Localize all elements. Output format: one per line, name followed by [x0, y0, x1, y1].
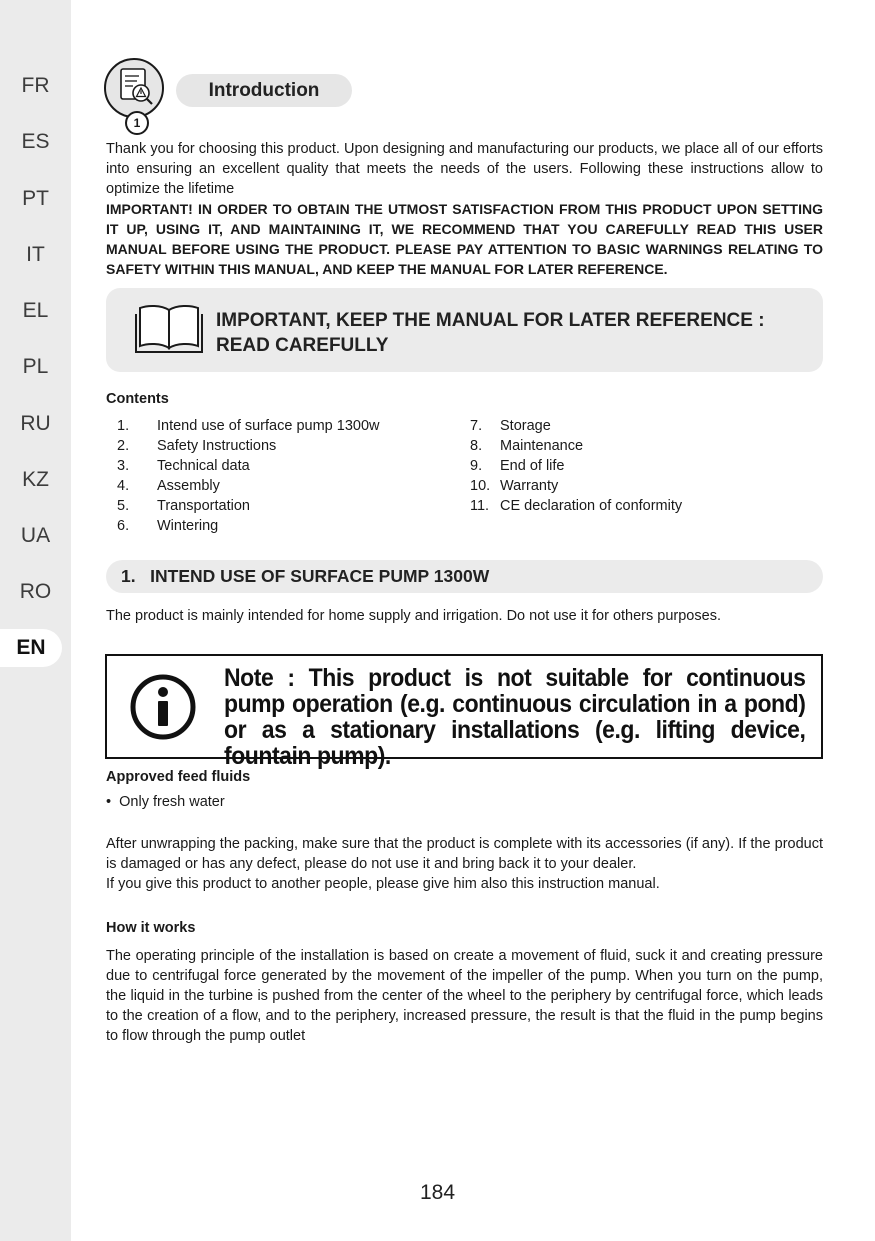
toc-item[interactable]: 11. CE declaration of conformity — [470, 498, 683, 514]
lang-tab-ru[interactable]: RU — [20, 412, 51, 435]
how-it-works-title: How it works — [106, 920, 196, 936]
toc-item[interactable]: 1. Intend use of surface pump 1300w — [117, 418, 380, 434]
lang-tab-es[interactable]: ES — [21, 130, 50, 153]
toc-item[interactable]: 3. Technical data — [117, 458, 250, 474]
toc-item[interactable]: 9. End of life — [470, 458, 565, 474]
lang-tab-kz[interactable]: KZ — [22, 468, 49, 491]
approved-fluids-title: Approved feed fluids — [106, 769, 251, 785]
lang-tab-pt[interactable]: PT — [22, 187, 49, 210]
toc-item[interactable]: 7. Storage — [470, 418, 551, 434]
lang-tab-pl[interactable]: PL — [22, 355, 49, 378]
note-box — [105, 654, 823, 770]
toc-item[interactable]: 10. Warranty — [470, 478, 559, 494]
lang-tab-ro[interactable]: RO — [19, 580, 52, 603]
important-paragraph: IMPORTANT! IN ORDER TO OBTAIN THE UTMOST SATISFACTION FROM THIS PRODUCT UPON SETTING IT UP, USING IT, AND MAINTAINING IT, WE RECOMMEND THAT YOU CAREFULLY READ THIS USER MANUAL BEFORE USING THE PRODUCT. PLEASE PAY ATTENTION TO BASIC WARNINGS RELATING TO SAFETY WITHIN THIS MANUAL, AND KEEP THE MANUAL FOR LATER REFERENCE. — [106, 201, 823, 277]
section-badge: 1 — [125, 111, 149, 135]
intro-heading: Introduction — [176, 74, 352, 107]
approved-fluid-item: • Only fresh water — [106, 794, 225, 810]
contents-list-left — [117, 416, 379, 536]
toc-item[interactable]: 4. Assembly — [117, 478, 220, 494]
lang-tab-el[interactable]: EL — [22, 299, 49, 322]
note-text: Note : This product is not suitable for continuous pump operation (e.g. continuous circulation in a pond) or as a stationary installations (e.g. lifting device, fountain pump). — [224, 664, 806, 770]
lang-tab-ua[interactable]: UA — [20, 524, 51, 547]
manual-reference-text: IMPORTANT, KEEP THE MANUAL FOR LATER REFERENCE : READ CAREFULLY — [216, 310, 765, 356]
section-1-heading-bar — [106, 560, 823, 593]
toc-item[interactable]: 2. Safety Instructions — [117, 438, 277, 454]
how-it-works-paragraph: The operating principle of the installation is based on create a movement of fluid, suck it and creating pressure due to centrifugal force generated by the movement of the impeller of the pump. When you turn on the pump, the liquid in the turbine is pushed from the center of the wheel to the periphery by centrifugal force, which leads to the creation of a flow, and to the periphery, increased pressure, the result is that the fluid in the pump begins to flow through the pump outlet — [106, 948, 823, 1044]
lang-tab-it[interactable]: IT — [26, 243, 45, 266]
lang-tab-en-active[interactable]: EN — [0, 629, 62, 667]
unwrap-paragraph: After unwrapping the packing, make sure that the product is complete with its accessories (if any). If the product is damaged or has any defect, please do not use it and bring back it to your dealer. — [106, 836, 823, 872]
lang-tab-fr[interactable]: FR — [21, 74, 50, 97]
open-book-icon — [134, 302, 204, 354]
handover-paragraph: If you give this product to another people, please give him also this instruction manual. — [106, 876, 660, 892]
page-number: 184 — [419, 1181, 456, 1204]
info-icon — [129, 673, 197, 741]
toc-item[interactable]: 5. Transportation — [117, 498, 250, 514]
intro-paragraph: Thank you for choosing this product. Upon designing and manufacturing our products, we place all of our efforts into ensuring an excellent quality that meets the needs of the users. Following these instructions allow to optimize the lifetime — [106, 141, 823, 197]
section-1-title: 1. INTEND USE OF SURFACE PUMP 1300W — [121, 566, 490, 586]
contents-title: Contents — [106, 391, 169, 407]
contents-list-right — [470, 416, 682, 516]
bullet-icon: • — [106, 794, 120, 810]
toc-item[interactable]: 6. Wintering — [117, 518, 219, 534]
toc-item[interactable]: 8. Maintenance — [470, 438, 584, 454]
manual-reference-box — [106, 288, 823, 372]
section-1-paragraph: The product is mainly intended for home supply and irrigation. Do not use it for others purposes. — [106, 608, 721, 624]
